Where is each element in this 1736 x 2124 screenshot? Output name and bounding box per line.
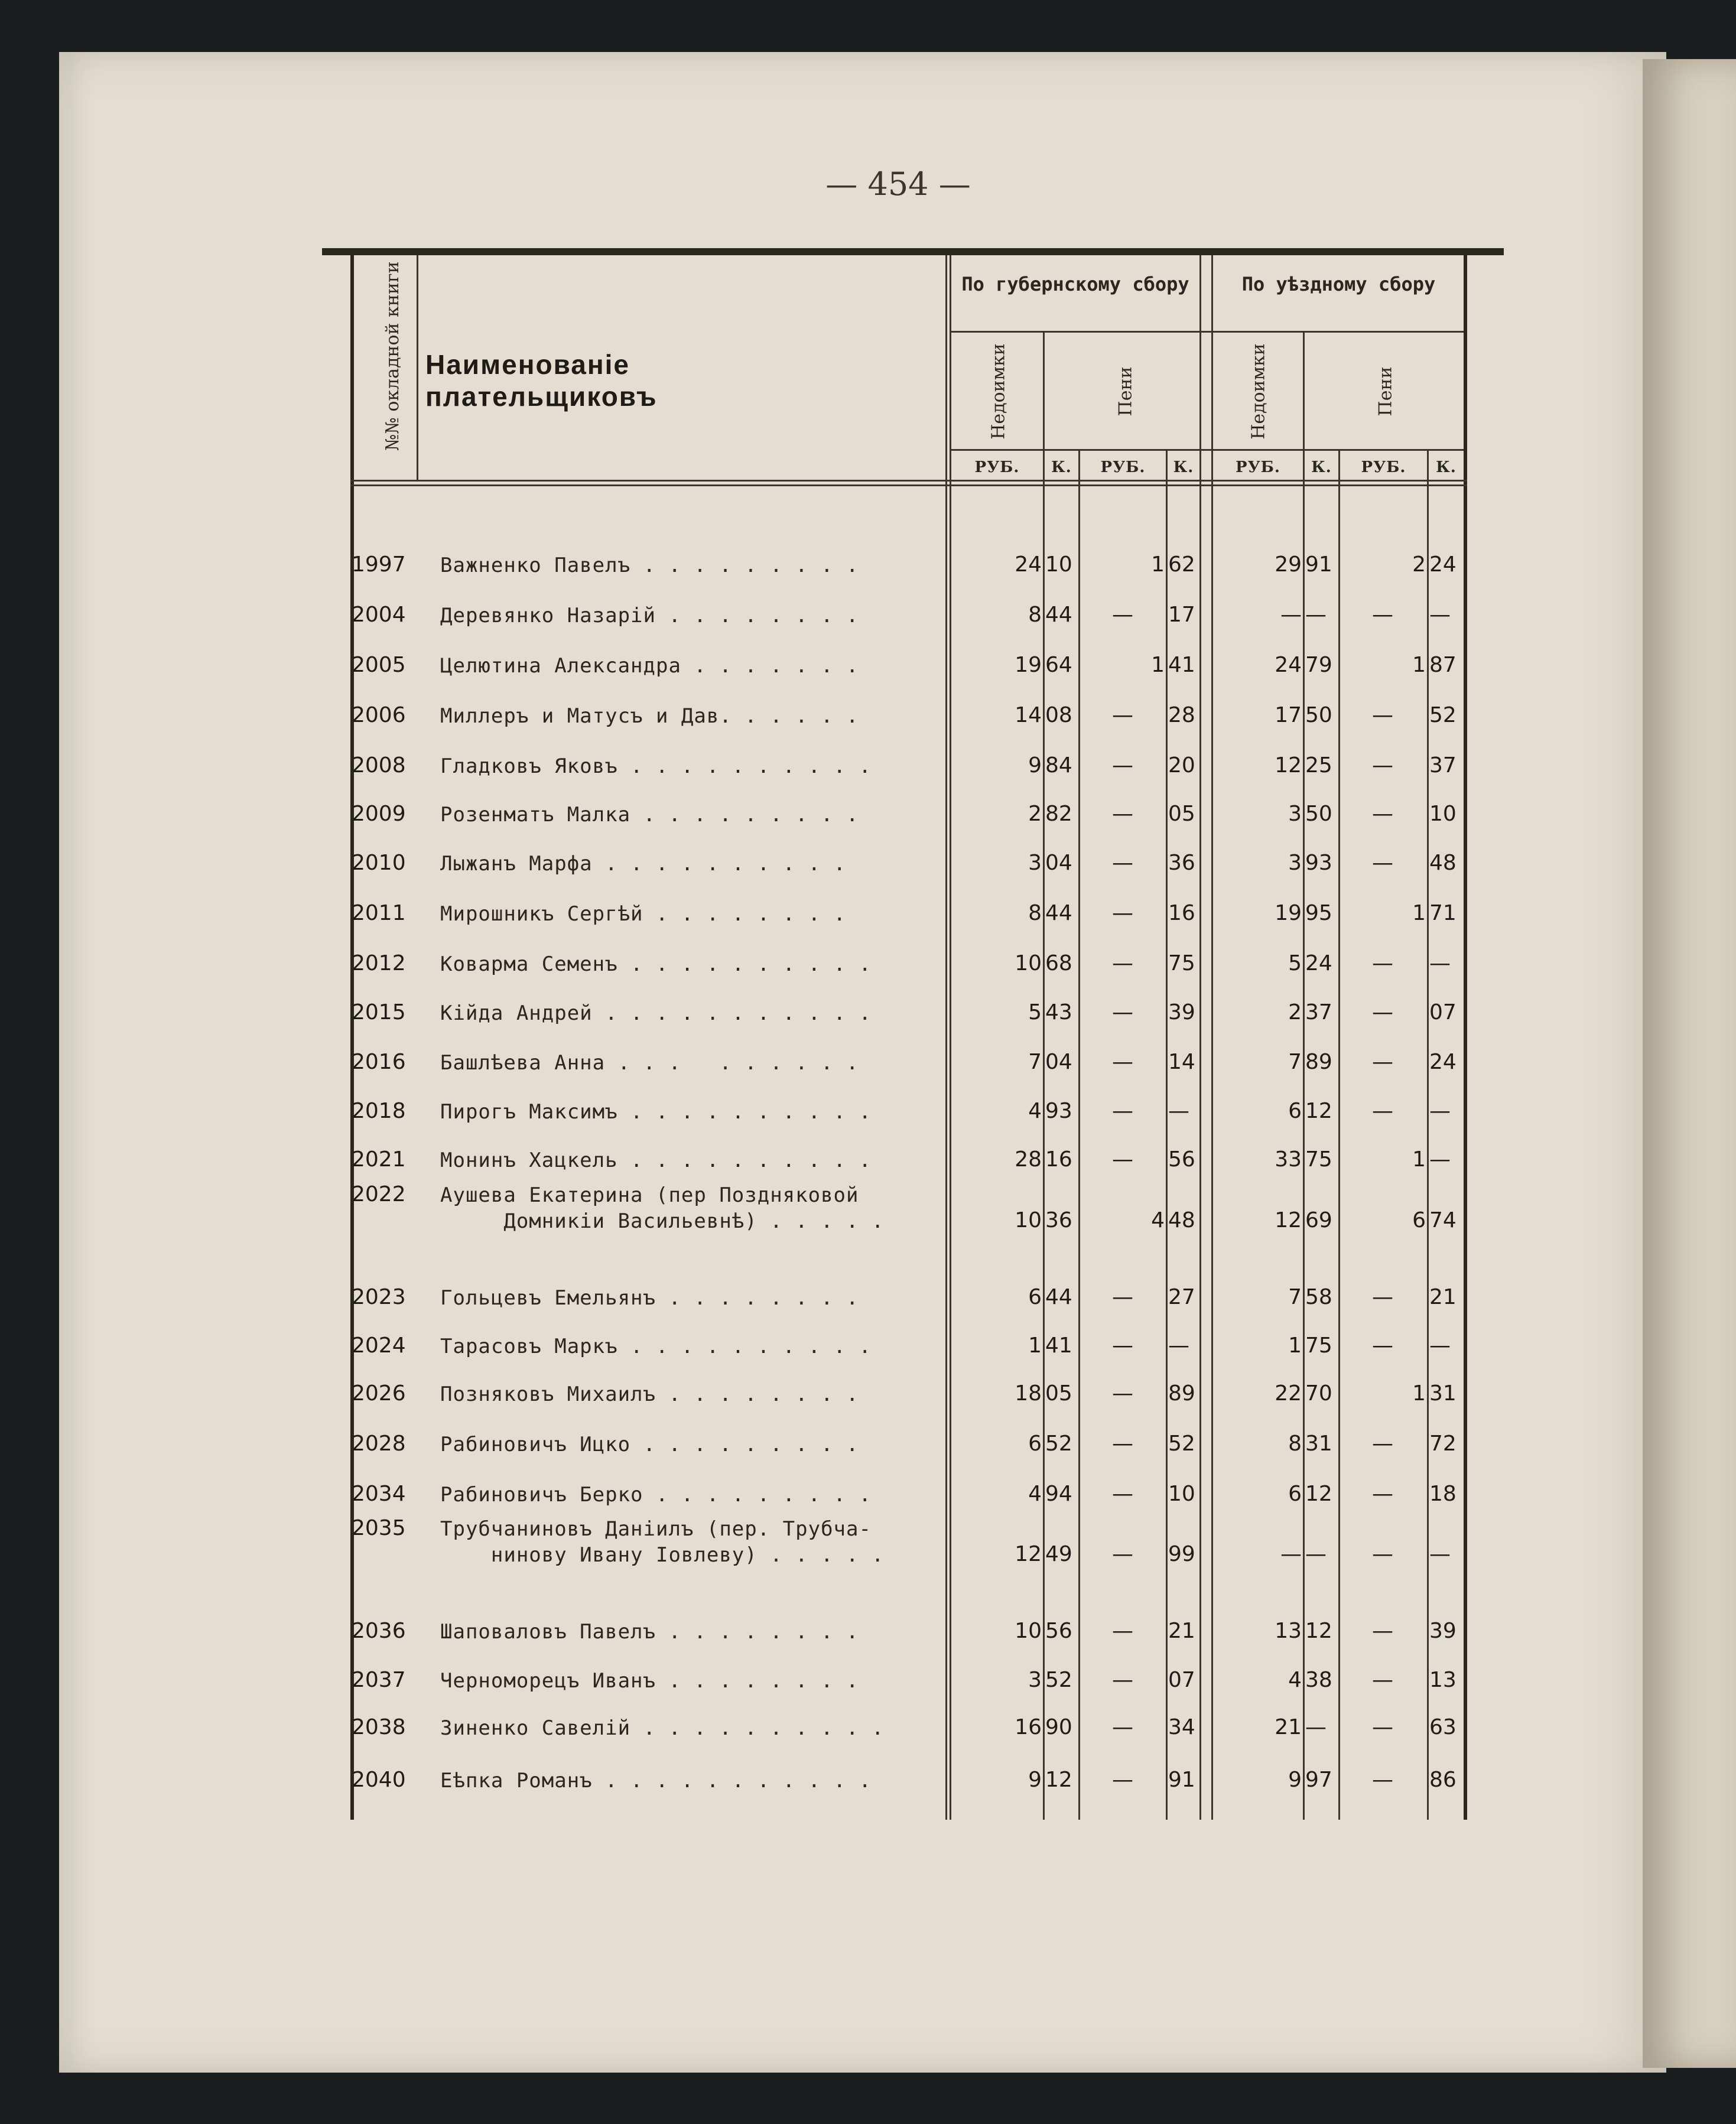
kop-value: 48 (1429, 851, 1457, 875)
col-number-header: №№ окладной книги (382, 261, 403, 451)
rub-value: 28 (1015, 1147, 1042, 1172)
table-row (322, 802, 1504, 843)
rub-value: 1 (1412, 1381, 1426, 1406)
kop-value: 25 (1305, 753, 1332, 778)
rub-value: — (1372, 951, 1393, 975)
payer-name: Позняковъ Михаилъ . . . . . . . . (440, 1383, 859, 1406)
rub-value: 22 (1275, 1381, 1302, 1406)
kop-value: 27 (1168, 1285, 1195, 1309)
kop-value: 21 (1168, 1619, 1195, 1643)
rub-value: 7 (1028, 1050, 1042, 1074)
rub-value: 24 (1275, 653, 1302, 677)
kop-value: 64 (1045, 653, 1072, 677)
kop-value: — (1305, 603, 1327, 627)
payer-name: Важненко Павелъ . . . . . . . . . (440, 554, 859, 577)
kop-value: — (1168, 1099, 1189, 1123)
payer-name: Черноморецъ Иванъ . . . . . . . . (440, 1669, 859, 1693)
unit-rub: РУБ. (1361, 458, 1406, 476)
payer-name: Пирогъ Максимъ . . . . . . . . . . (440, 1100, 872, 1124)
rub-value: 6 (1412, 1208, 1426, 1232)
rub-value: — (1112, 1432, 1133, 1456)
payer-name: Еѣпка Романъ . . . . . . . . . . . (440, 1769, 872, 1793)
book-number: 2022 (352, 1182, 406, 1206)
rub-value: 5 (1028, 1000, 1042, 1024)
payer-name: Трубчаниновъ Даніилъ (пер. Трубча- нинову Ивану Іовлеву) . . . . . (440, 1517, 885, 1567)
rub-value: 13 (1275, 1619, 1302, 1643)
table-row (322, 1000, 1504, 1042)
payer-name: Тарасовъ Маркъ . . . . . . . . . . (440, 1335, 872, 1358)
kop-value: 39 (1429, 1619, 1457, 1643)
rub-value: — (1112, 1768, 1133, 1792)
rub-value: — (1112, 1381, 1133, 1406)
kop-value: — (1429, 951, 1451, 975)
book-number: 2024 (352, 1333, 406, 1358)
rub-value: 8 (1028, 901, 1042, 925)
rub-value: — (1372, 753, 1393, 778)
kop-value: 52 (1045, 1668, 1072, 1692)
rub-value: — (1112, 703, 1133, 727)
kop-value: 05 (1168, 802, 1195, 826)
unit-k: К. (1051, 458, 1072, 476)
kop-value: 10 (1168, 1482, 1195, 1506)
rub-value: 1 (1288, 1333, 1302, 1358)
rub-value: 3 (1288, 802, 1302, 826)
rub-value: 7 (1288, 1050, 1302, 1074)
kop-value: 12 (1305, 1482, 1332, 1506)
kop-value: 93 (1045, 1099, 1072, 1123)
col-name-header: Наименованіе плательщиковъ (425, 349, 658, 412)
payer-name: Кійда Андрей . . . . . . . . . . . (440, 1001, 872, 1025)
rub-value: 10 (1015, 951, 1042, 975)
rub-value: — (1372, 851, 1393, 875)
rub-value: — (1112, 1542, 1133, 1566)
book-number: 2036 (352, 1619, 406, 1643)
rub-value: 14 (1015, 703, 1042, 727)
kop-value: 14 (1168, 1050, 1195, 1074)
book-number: 2038 (352, 1715, 406, 1739)
table-row (322, 851, 1504, 892)
unit-rub: РУБ. (974, 458, 1020, 476)
kop-value: 89 (1168, 1381, 1195, 1406)
payers-table (322, 248, 1504, 1820)
kop-value: 72 (1429, 1432, 1457, 1456)
book-number: 2035 (352, 1516, 406, 1540)
rub-value: — (1372, 603, 1393, 627)
rub-value: 3 (1028, 851, 1042, 875)
rub-value: — (1112, 951, 1133, 975)
rub-value: 6 (1028, 1432, 1042, 1456)
payer-name: Мирошникъ Сергѣй . . . . . . . . (440, 902, 847, 926)
kop-value: 43 (1045, 1000, 1072, 1024)
rub-value: 4 (1151, 1208, 1165, 1232)
rub-value: — (1112, 802, 1133, 826)
adjacent-page-edge (1643, 59, 1736, 2068)
table-row (322, 1619, 1504, 1660)
payer-name: Рабиновичъ Берко . . . . . . . . . (440, 1483, 872, 1507)
kop-value: 87 (1429, 653, 1457, 677)
kop-value: 50 (1305, 802, 1332, 826)
table-row (322, 1333, 1504, 1375)
kop-value: 74 (1429, 1208, 1457, 1232)
rub-value: 33 (1275, 1147, 1302, 1172)
kop-value: 12 (1305, 1619, 1332, 1643)
kop-value: 52 (1045, 1432, 1072, 1456)
rub-value: — (1112, 1285, 1133, 1309)
kop-value: 24 (1429, 1050, 1457, 1074)
rub-value: 4 (1288, 1668, 1302, 1692)
rub-value: 9 (1028, 753, 1042, 778)
kop-value: — (1305, 1542, 1327, 1566)
rub-value: — (1112, 603, 1133, 627)
kop-value: 99 (1168, 1542, 1195, 1566)
payer-name: Монинъ Хацкель . . . . . . . . . . (440, 1149, 872, 1172)
table-row (322, 1099, 1504, 1140)
header-rule (350, 484, 1467, 486)
rub-value: 21 (1275, 1715, 1302, 1739)
rub-value: 4 (1028, 1482, 1042, 1506)
top-rule (322, 248, 1504, 255)
kop-value: 75 (1305, 1147, 1332, 1172)
rub-value: — (1112, 1050, 1133, 1074)
rub-value: — (1112, 851, 1133, 875)
kop-value: 95 (1305, 901, 1332, 925)
kop-value: 05 (1045, 1381, 1072, 1406)
table-row (322, 1432, 1504, 1473)
kop-value: 07 (1168, 1668, 1195, 1692)
rub-value: — (1372, 1619, 1393, 1643)
unit-rub: РУБ. (1100, 458, 1146, 476)
kop-value: 37 (1305, 1000, 1332, 1024)
kop-value: 34 (1168, 1715, 1195, 1739)
kop-value: 91 (1168, 1768, 1195, 1792)
kop-value: 93 (1305, 851, 1332, 875)
kop-value: 68 (1045, 951, 1072, 975)
kop-value: 18 (1429, 1482, 1457, 1506)
table-row (322, 1668, 1504, 1709)
kop-value: 58 (1305, 1285, 1332, 1309)
rub-value: — (1112, 1333, 1133, 1358)
kop-value: 44 (1045, 603, 1072, 627)
kop-value: 36 (1045, 1208, 1072, 1232)
sub-peni-header: Пени (1375, 366, 1396, 417)
rub-value: 12 (1275, 753, 1302, 778)
table-row (322, 703, 1504, 744)
unit-rub: РУБ. (1236, 458, 1280, 476)
kop-value: 84 (1045, 753, 1072, 778)
book-number: 2009 (352, 802, 406, 826)
group-uezd-header: По уѣздному сбору (1241, 273, 1436, 295)
kop-value: 28 (1168, 703, 1195, 727)
rub-value: — (1112, 1099, 1133, 1123)
rub-value: 1 (1151, 552, 1165, 577)
rub-value: — (1372, 703, 1393, 727)
rub-value: 8 (1288, 1432, 1302, 1456)
rub-value: 6 (1288, 1099, 1302, 1123)
rub-value: — (1372, 1050, 1393, 1074)
rub-value: 29 (1275, 552, 1302, 577)
book-number: 2021 (352, 1147, 406, 1172)
table-row (322, 1715, 1504, 1757)
rub-value: — (1372, 1715, 1393, 1739)
kop-value: 12 (1305, 1099, 1332, 1123)
sub-nedoimki-header: Недоимки (988, 343, 1009, 440)
table-row (322, 1050, 1504, 1091)
rub-value: — (1372, 1285, 1393, 1309)
rub-value: 12 (1015, 1542, 1042, 1566)
rub-value: — (1280, 1542, 1302, 1566)
rub-value: — (1372, 1432, 1393, 1456)
kop-value: — (1429, 1099, 1451, 1123)
book-number: 2006 (352, 703, 406, 727)
rub-value: 10 (1015, 1619, 1042, 1643)
rub-value: — (1112, 1482, 1133, 1506)
kop-value: 10 (1429, 802, 1457, 826)
kop-value: — (1429, 1542, 1451, 1566)
table-row (322, 1381, 1504, 1423)
rub-value: — (1372, 1768, 1393, 1792)
kop-value: 48 (1168, 1208, 1195, 1232)
rub-value: 19 (1275, 901, 1302, 925)
rub-value: — (1372, 1099, 1393, 1123)
kop-value: 86 (1429, 1768, 1457, 1792)
payer-name: Коварма Семенъ . . . . . . . . . . (440, 952, 872, 976)
kop-value: 31 (1305, 1432, 1332, 1456)
kop-value: — (1429, 603, 1451, 627)
kop-value: 63 (1429, 1715, 1457, 1739)
payer-name: Целютина Александра . . . . . . . (440, 654, 859, 678)
kop-value: 89 (1305, 1050, 1332, 1074)
rub-value: — (1112, 1000, 1133, 1024)
kop-value: 71 (1429, 901, 1457, 925)
kop-value: 24 (1429, 552, 1457, 577)
kop-value: 24 (1305, 951, 1332, 975)
rub-value: — (1112, 1147, 1133, 1172)
rub-value: 16 (1015, 1715, 1042, 1739)
kop-value: 37 (1429, 753, 1457, 778)
book-number: 2008 (352, 753, 406, 778)
book-number: 2018 (352, 1099, 406, 1123)
rub-value: 3 (1288, 851, 1302, 875)
kop-value: 36 (1168, 851, 1195, 875)
rub-value: 1 (1412, 653, 1426, 677)
kop-value: 07 (1429, 1000, 1457, 1024)
rub-value: — (1112, 901, 1133, 925)
unit-k: К. (1311, 458, 1332, 476)
table-row (322, 1182, 1504, 1233)
rub-value: — (1112, 1715, 1133, 1739)
rub-value: 1 (1151, 653, 1165, 677)
table-row (322, 552, 1504, 594)
payer-name: Деревянко Назарій . . . . . . . . (440, 604, 859, 627)
kop-value: 16 (1045, 1147, 1072, 1172)
kop-value: 38 (1305, 1668, 1332, 1692)
rub-value: 2 (1412, 552, 1426, 577)
rub-value: — (1372, 1333, 1393, 1358)
payer-name: Шаповаловъ Павелъ . . . . . . . . (440, 1620, 859, 1644)
rub-value: — (1112, 753, 1133, 778)
rub-value: — (1112, 1668, 1133, 1692)
kop-value: — (1429, 1147, 1451, 1172)
rub-value: 6 (1028, 1285, 1042, 1309)
kop-value: 75 (1168, 951, 1195, 975)
kop-value: 91 (1305, 552, 1332, 577)
sub-nedoimki-header: Недоимки (1248, 343, 1269, 440)
kop-value: 79 (1305, 653, 1332, 677)
rub-value: — (1372, 802, 1393, 826)
kop-value: 52 (1429, 703, 1457, 727)
rub-value: 10 (1015, 1208, 1042, 1232)
book-number: 2026 (352, 1381, 406, 1406)
book-number: 2005 (352, 653, 406, 677)
kop-value: 21 (1429, 1285, 1457, 1309)
kop-value: 94 (1045, 1482, 1072, 1506)
payer-name: Зиненко Савелій . . . . . . . . . . (440, 1716, 885, 1740)
kop-value: 08 (1045, 703, 1072, 727)
book-number: 2028 (352, 1432, 406, 1456)
book-number: 2040 (352, 1768, 406, 1792)
rub-value: 9 (1288, 1768, 1302, 1792)
kop-value: 04 (1045, 1050, 1072, 1074)
rub-value: — (1372, 1542, 1393, 1566)
payer-name: Аушева Екатерина (пер Поздняковой Домникіи Васильевнѣ) . . . . . (440, 1183, 885, 1233)
unit-k: К. (1173, 458, 1194, 476)
book-number: 2016 (352, 1050, 406, 1074)
book-number: 2037 (352, 1668, 406, 1692)
book-number: 2023 (352, 1285, 406, 1309)
table-row (322, 1285, 1504, 1326)
table-row (322, 1516, 1504, 1567)
rub-value: — (1372, 1668, 1393, 1692)
kop-value: — (1429, 1333, 1451, 1358)
payer-name: Рабиновичъ Ицко . . . . . . . . . (440, 1433, 859, 1456)
rub-value: 19 (1015, 653, 1042, 677)
rub-value: 5 (1288, 951, 1302, 975)
table-row (322, 753, 1504, 795)
kop-value: 97 (1305, 1768, 1332, 1792)
page-number: — 454 — (825, 165, 971, 203)
rub-value: — (1372, 1000, 1393, 1024)
rub-value: 6 (1288, 1482, 1302, 1506)
kop-value: 41 (1168, 653, 1195, 677)
kop-value: 70 (1305, 1381, 1332, 1406)
rub-value: 2 (1288, 1000, 1302, 1024)
rub-value: 7 (1288, 1285, 1302, 1309)
rub-value: 1 (1028, 1333, 1042, 1358)
table-row (322, 951, 1504, 993)
kop-value: 16 (1168, 901, 1195, 925)
sub-peni-header: Пени (1115, 366, 1136, 417)
rub-value: 8 (1028, 603, 1042, 627)
kop-value: 62 (1168, 552, 1195, 577)
kop-value: 52 (1168, 1432, 1195, 1456)
kop-value: 12 (1045, 1768, 1072, 1792)
rub-value: 2 (1028, 802, 1042, 826)
kop-value: 20 (1168, 753, 1195, 778)
payer-name: Гладковъ Яковъ . . . . . . . . . . (440, 754, 872, 778)
rub-value: 3 (1028, 1668, 1042, 1692)
rub-value: — (1112, 1619, 1133, 1643)
book-number: 2015 (352, 1000, 406, 1024)
rub-value: — (1372, 1482, 1393, 1506)
table-row (322, 1768, 1504, 1809)
kop-value: 41 (1045, 1333, 1072, 1358)
rub-value: 1 (1412, 901, 1426, 925)
kop-value: — (1168, 1333, 1189, 1358)
kop-value: 56 (1168, 1147, 1195, 1172)
payer-name: Лыжанъ Марфа . . . . . . . . . . (440, 852, 847, 876)
rub-value: 9 (1028, 1768, 1042, 1792)
rub-value: 18 (1015, 1381, 1042, 1406)
kop-value: 31 (1429, 1381, 1457, 1406)
book-number: 2010 (352, 851, 406, 875)
book-number: 2004 (352, 603, 406, 627)
kop-value: 44 (1045, 901, 1072, 925)
table-row (322, 603, 1504, 644)
rub-value: 12 (1275, 1208, 1302, 1232)
kop-value: 49 (1045, 1542, 1072, 1566)
book-number: 2012 (352, 951, 406, 975)
table-row (322, 653, 1504, 694)
kop-value: 17 (1168, 603, 1195, 627)
rub-value: 17 (1275, 703, 1302, 727)
rub-value: — (1280, 603, 1302, 627)
rub-value: 24 (1015, 552, 1042, 577)
divider (417, 255, 418, 480)
group-gub-header: По губернскому сбору (961, 273, 1189, 295)
kop-value: 90 (1045, 1715, 1072, 1739)
book-number: 2034 (352, 1482, 406, 1506)
payer-name: Розенматъ Малка . . . . . . . . . (440, 803, 859, 827)
rub-value: 1 (1412, 1147, 1426, 1172)
kop-value: 75 (1305, 1333, 1332, 1358)
table-row (322, 901, 1504, 942)
kop-value: 69 (1305, 1208, 1332, 1232)
book-number: 2011 (352, 901, 406, 925)
kop-value: 10 (1045, 552, 1072, 577)
book-number: 1997 (352, 552, 406, 577)
rub-value: 4 (1028, 1099, 1042, 1123)
payer-name: Миллеръ и Матусъ и Дав. . . . . . (440, 704, 859, 728)
kop-value: — (1305, 1715, 1327, 1739)
kop-value: 13 (1429, 1668, 1457, 1692)
kop-value: 39 (1168, 1000, 1195, 1024)
unit-k: К. (1436, 458, 1457, 476)
kop-value: 04 (1045, 851, 1072, 875)
kop-value: 82 (1045, 802, 1072, 826)
kop-value: 44 (1045, 1285, 1072, 1309)
kop-value: 56 (1045, 1619, 1072, 1643)
payer-name: Гольцевъ Емельянъ . . . . . . . . (440, 1286, 859, 1310)
payer-name: Башлѣева Анна . . . . . . . . . (440, 1051, 859, 1075)
kop-value: 50 (1305, 703, 1332, 727)
